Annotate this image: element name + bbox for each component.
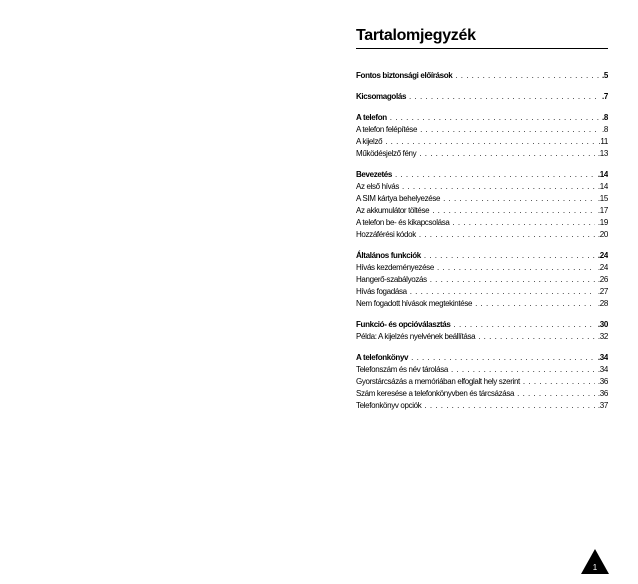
page-title: Tartalomjegyzék (356, 26, 608, 49)
toc-entry (356, 388, 608, 400)
toc-entry-label: Telefonkönyv opciók (356, 401, 422, 410)
toc-entry-label: Hívás kezdeményezése (356, 263, 434, 272)
dot-leader (475, 298, 595, 310)
toc-entry-page: .14 (597, 170, 608, 179)
toc-entry-label: Hívás fogadása (356, 287, 407, 296)
page-number: 1 (592, 563, 598, 572)
toc-entry (356, 298, 608, 310)
toc-entry (356, 331, 608, 343)
toc-entry-page: .30 (597, 320, 608, 329)
dot-leader (523, 376, 595, 388)
triangle-icon (581, 549, 609, 574)
dot-leader (432, 205, 595, 217)
dot-leader (424, 250, 595, 262)
toc-entry-label: Az első hívás (356, 182, 400, 191)
toc-entry (356, 217, 608, 229)
toc-entry-page: .20 (597, 230, 608, 239)
toc-entry-label: Fontos biztonsági előírások (356, 71, 453, 80)
toc-entry-page: .5 (602, 71, 608, 80)
toc-entry (356, 193, 608, 205)
toc-entry-label: Funkció- és opcióválasztás (356, 320, 451, 329)
toc-section-entry (356, 250, 608, 262)
dot-leader (455, 70, 599, 82)
toc-entry (356, 376, 608, 388)
toc-entry-label: Szám keresése a telefonkönyvben és tárcsázása (356, 389, 515, 398)
dot-leader (478, 331, 595, 343)
toc-entry-page: .28 (597, 299, 608, 308)
toc-section-entry (356, 91, 608, 103)
toc-entry (356, 205, 608, 217)
dot-leader (420, 124, 599, 136)
toc-entry-page: .17 (597, 206, 608, 215)
toc-entry-page: .34 (597, 365, 608, 374)
toc-entry (356, 400, 608, 412)
dot-leader (424, 400, 595, 412)
dot-leader (419, 148, 595, 160)
toc-entry-page: .36 (597, 377, 608, 386)
dot-leader (437, 262, 595, 274)
page-number-badge (581, 549, 609, 574)
toc-entry-page: .27 (597, 287, 608, 296)
dot-leader (430, 274, 595, 286)
toc-entry-label: A kijelző (356, 137, 383, 146)
dot-leader (454, 319, 595, 331)
toc-section-entry (356, 319, 608, 331)
toc-entry-page: .8 (602, 113, 608, 122)
toc-entry-label: Bevezetés (356, 170, 392, 179)
dot-leader (517, 388, 595, 400)
toc-entry-page: .24 (597, 263, 608, 272)
toc-entry-label: Hozzáférési kódok (356, 230, 416, 239)
toc-entry-label: A telefon felépítése (356, 125, 418, 134)
toc-entry-label: A telefon be- és kikapcsolása (356, 218, 450, 227)
dot-leader (402, 181, 595, 193)
dot-leader (411, 352, 595, 364)
toc-entry-page: .19 (597, 218, 608, 227)
toc-entry-label: A telefon (356, 113, 387, 122)
toc-entry (356, 148, 608, 160)
toc-entry-page: .8 (602, 125, 608, 134)
toc-entry-page: .26 (597, 275, 608, 284)
toc-entry-page: .24 (597, 251, 608, 260)
toc-entry-label: Az akkumulátor töltése (356, 206, 430, 215)
dot-leader (395, 169, 595, 181)
toc-entry-page: .13 (597, 149, 608, 158)
toc-entry (356, 181, 608, 193)
toc-entry-label: A SIM kártya behelyezése (356, 194, 441, 203)
toc-entry-list (356, 70, 608, 412)
toc-entry-page: .11 (598, 137, 608, 146)
toc-entry (356, 136, 608, 148)
toc-section-entry (356, 112, 608, 124)
toc-entry-label: Példa: A kijelzés nyelvének beállítása (356, 332, 476, 341)
dot-leader (443, 193, 595, 205)
toc-entry (356, 286, 608, 298)
toc-entry-label: Telefonszám és név tárolása (356, 365, 448, 374)
toc-entry (356, 262, 608, 274)
toc-entry-page: .37 (597, 401, 608, 410)
toc-entry-label: Általános funkciók (356, 251, 421, 260)
toc-entry-page: .7 (602, 92, 608, 101)
dot-leader (410, 286, 595, 298)
toc-entry-label: Hangerő-szabályozás (356, 275, 427, 284)
toc-entry-label: Nem fogadott hívások megtekintése (356, 299, 473, 308)
toc-entry-page: .15 (597, 194, 608, 203)
dot-leader (390, 112, 599, 124)
toc-entry (356, 364, 608, 376)
toc-entry-page: .14 (597, 182, 608, 191)
dot-leader (385, 136, 595, 148)
toc-entry-label: Gyorstárcsázás a memóriában elfoglalt hely szerint (356, 377, 520, 386)
toc-section-entry (356, 352, 608, 364)
dot-leader (419, 229, 595, 241)
toc-section-entry (356, 169, 608, 181)
toc-entry-label: Működésjelző fény (356, 149, 417, 158)
dot-leader (452, 217, 594, 229)
toc-section-entry (356, 70, 608, 82)
dot-leader (451, 364, 595, 376)
table-of-contents (356, 26, 608, 412)
toc-entry (356, 274, 608, 286)
toc-entry-page: .32 (597, 332, 608, 341)
toc-entry (356, 229, 608, 241)
toc-entry-page: .34 (597, 353, 608, 362)
toc-entry-label: Kicsomagolás (356, 92, 407, 101)
toc-entry (356, 124, 608, 136)
toc-entry-label: A telefonkönyv (356, 353, 409, 362)
toc-entry-page: .36 (597, 389, 608, 398)
dot-leader (409, 91, 599, 103)
